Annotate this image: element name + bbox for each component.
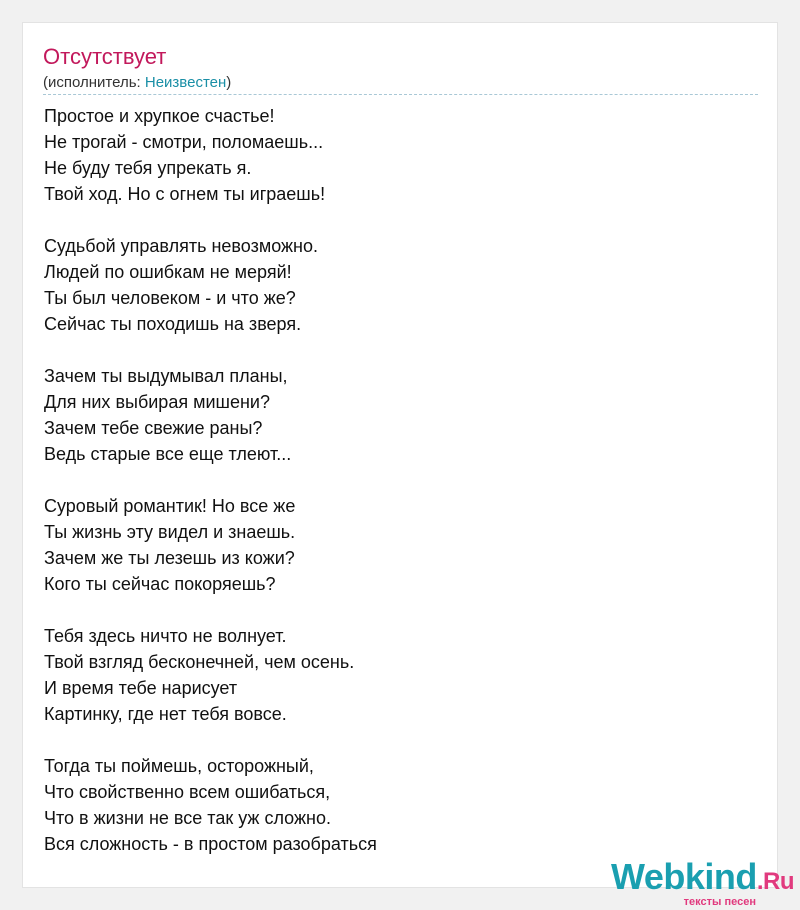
- lyric-line: Зачем тебе свежие раны?: [44, 418, 263, 438]
- artist-line: [43, 73, 231, 93]
- lyric-line: Зачем ты выдумывал планы,: [44, 366, 288, 386]
- lyric-line: Людей по ошибкам не меряй!: [44, 262, 292, 282]
- lyric-line: Картинку, где нет тебя вовсе.: [44, 704, 287, 724]
- lyric-line: Простое и хрупкое счастье!: [44, 106, 275, 126]
- artist-prefix: (исполнитель:: [43, 74, 145, 91]
- lyric-line: И время тебе нарисует: [44, 678, 238, 698]
- lyric-line: Кого ты сейчас покоряешь?: [44, 574, 276, 594]
- lyric-line: Что в жизни не все так уж сложно.: [44, 808, 331, 828]
- stanza-gap: [44, 207, 377, 233]
- lyrics-card: [22, 22, 778, 888]
- lyric-line: Ведь старые все еще тлеют...: [44, 444, 292, 464]
- lyric-line: Тебя здесь ничто не волнует.: [44, 626, 287, 646]
- lyric-line: Не трогай - смотри, поломаешь...: [44, 132, 324, 152]
- stanza-gap: [44, 597, 377, 623]
- lyric-line: Сейчас ты походишь на зверя.: [44, 314, 302, 334]
- stanza-gap: [44, 727, 377, 753]
- artist-suffix: ): [226, 74, 232, 91]
- lyric-line: Тогда ты поймешь, осторожный,: [44, 756, 314, 776]
- artist-link[interactable]: Неизвестен: [144, 74, 227, 91]
- stanza-gap: [44, 467, 377, 493]
- lyric-line: Твой взгляд бесконечней, чем осень.: [44, 652, 355, 672]
- song-title: Отсутствует: [43, 44, 167, 69]
- title-divider: [43, 94, 758, 95]
- lyric-line: Для них выбирая мишени?: [44, 392, 270, 412]
- lyric-line: Что свойственно всем ошибаться,: [44, 782, 331, 802]
- lyric-line: Ты жизнь эту видел и знаешь.: [44, 522, 296, 542]
- lyrics-text: [44, 103, 377, 857]
- webkind-logo: [611, 857, 794, 908]
- lyric-line: Вся сложность - в простом разобраться: [44, 834, 377, 854]
- logo-tagline: тексты песен: [683, 896, 756, 908]
- logo-brand: Webkind: [610, 856, 757, 897]
- stanza-gap: [44, 337, 377, 363]
- lyric-line: Не буду тебя упрекать я.: [44, 158, 252, 178]
- lyric-line: Судьбой управлять невозможно.: [44, 236, 318, 256]
- logo-domain: .Ru: [756, 868, 794, 895]
- lyric-line: Суровый романтик! Но все же: [44, 496, 296, 516]
- lyric-line: Ты был человеком - и что же?: [44, 288, 296, 308]
- lyric-line: Твой ход. Но с огнем ты играешь!: [44, 184, 326, 204]
- lyric-line: Зачем же ты лезешь из кожи?: [44, 548, 295, 568]
